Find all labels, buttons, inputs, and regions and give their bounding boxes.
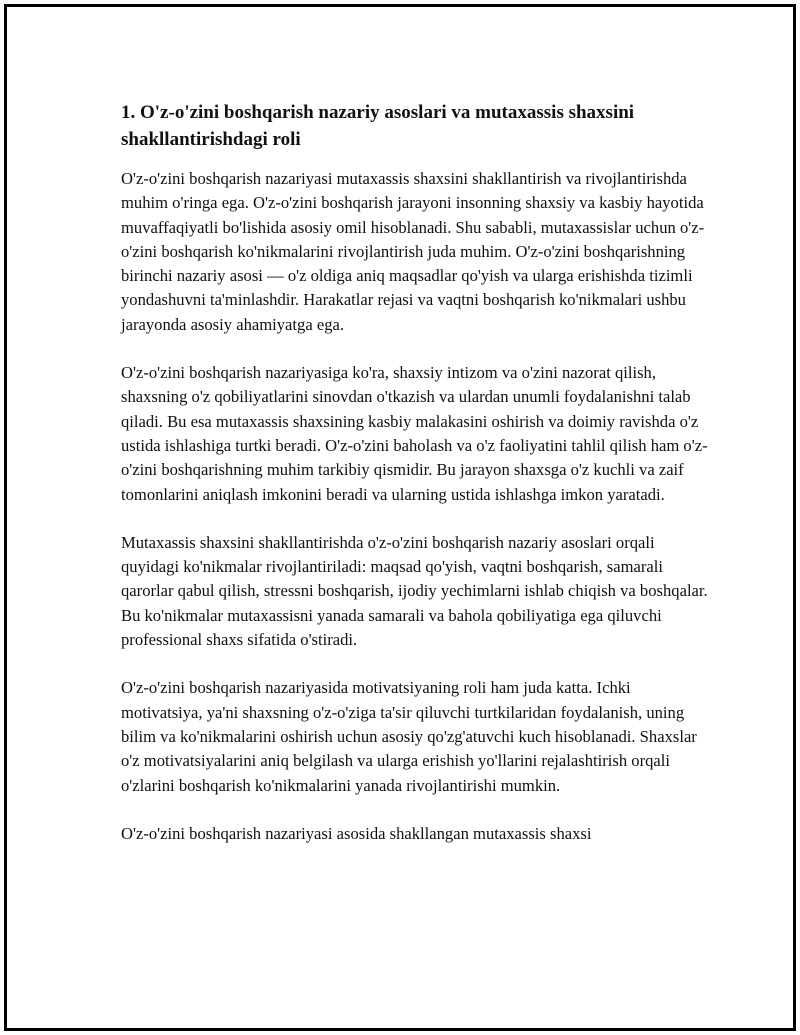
paragraph-1: O'z-o'zini boshqarish nazariyasi mutaxassis shaxsini shakllantirish va rivojlantirishda muhim o'ringa ega. O'z-o'zini boshqarish jarayoni insonning shaxsiy va kasbiy hayotida muvaffaqiyatli bo'lishida asosiy omil hisoblanadi. Shu sababli, mutaxassislar uchun o'z-o'zini boshqarish ko'nikmalarini rivojlantirish juda muhim. O'z-o'zini boshqarishning birinchi nazariy asosi — o'z oldiga aniq maqsadlar qo'yish va ularga erishishda tizimli yondashuvni ta'minlashdir. Harakatlar rejasi va vaqtni boshqarish ko'nikmalari ushbu jarayonda asosiy ahamiyatga ega. — [121, 169, 705, 334]
paragraph-3: Mutaxassis shaxsini shakllantirishda o'z-o'zini boshqarish nazariy asoslari orqali quyidagi ko'nikmalar rivojlantiriladi: maqsad qo'yish, vaqtni boshqarish, samarali qarorlar qabul qilish, stressni boshqarish, ijodiy yechimlarni ishlab chiqish va boshqalar. Bu ko'nikmalar mutaxassisni yanada samarali va bahola qobiliyatiga ega qiluvchi professional shaxs sifatida o'stiradi. — [121, 532, 708, 650]
paragraph-5: O'z-o'zini boshqarish nazariyasi asosida shakllangan mutaxassis shaxsi — [121, 823, 592, 843]
paragraph-4: O'z-o'zini boshqarish nazariyasida motivatsiyaning roli ham juda katta. Ichki motivatsiya, ya'ni shaxsning o'z-o'ziga ta'sir qiluvchi turtkilaridan foydalanish, uning bilim va ko'nikmalarini oshirish uchun asosiy qo'zg'atuvchi kuch hisoblanadi. Shaxslar o'z motivatsiyalarini aniq belgilash va ularga erishish yo'llarini rejalashtirish orqali o'zlarini boshqarish ko'nikmalarini yanada rivojlantirishi mumkin. — [121, 678, 697, 795]
page-frame — [4, 4, 796, 1031]
paragraph-2: O'z-o'zini boshqarish nazariyasiga ko'ra, shaxsiy intizom va o'zini nazorat qilish, shaxsning o'z qobiliyatlarini sinovdan o'tkazish va ulardan unumli foydalanishni talab qiladi. Bu esa mutaxassis shaxsining kasbiy malakasini oshirish va doimiy ravishda o'z ustida ishlashiga turtki beradi. O'z-o'zini baholash va o'z faoliyatini tahlil qilish ham o'z-o'zini boshqarishning muhim tarkibiy qismidir. Bu jarayon shaxsga o'z kuchli va zaif tomonlarini aniqlash imkonini beradi va ularning ustida ishlashga imkon yaratadi. — [121, 363, 708, 504]
section-heading: 1. O'z-o'zini boshqarish nazariy asoslari va mutaxassis shaxsini shakllantirishdagi roli — [121, 102, 635, 150]
document-body — [121, 99, 711, 870]
